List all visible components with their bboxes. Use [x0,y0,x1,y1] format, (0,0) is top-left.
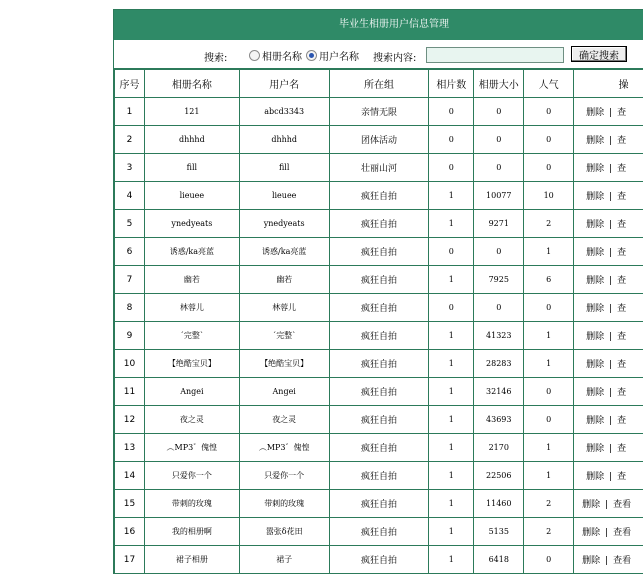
cell-operations [574,294,643,322]
delete-link[interactable]: 删除 [586,388,604,398]
table-row [115,546,643,574]
table-row [115,322,643,350]
cell-operations [574,126,643,154]
cell-photo-count: 0 [429,98,474,126]
delete-link[interactable]: 删除 [586,360,604,370]
op-separator: | [609,416,612,426]
op-separator: | [609,360,612,370]
cell-photo-count: 1 [429,434,474,462]
cell-photo-count: 1 [429,322,474,350]
table-row [115,126,643,154]
view-link[interactable]: 查 [617,332,626,342]
cell-popularity: 1 [524,350,574,378]
view-link[interactable]: 查 [617,276,626,286]
op-separator: | [609,444,612,454]
cell-operations [574,462,643,490]
cell-group: 疯狂自拍 [329,322,429,350]
cell-user-name: ˊ完整ˋ [239,322,329,350]
op-separator: | [605,556,608,566]
cell-index: 12 [115,406,145,434]
cell-album-name: 只爱你一个 [144,462,239,490]
col-header-photo-count: 相片数 [429,70,474,98]
cell-popularity: 0 [524,546,574,574]
view-link[interactable]: 查 [617,416,626,426]
cell-index: 5 [115,210,145,238]
cell-popularity: 0 [524,378,574,406]
cell-album-size: 41323 [474,322,524,350]
cell-user-name: 幽若 [239,266,329,294]
delete-link[interactable]: 删除 [586,220,604,230]
cell-album-size: 43693 [474,406,524,434]
cell-operations [574,322,643,350]
cell-user-name: 夜之灵 [239,406,329,434]
cell-album-size: 32146 [474,378,524,406]
cell-popularity: 0 [524,294,574,322]
op-separator: | [609,108,612,118]
table-row [115,238,643,266]
cell-album-name: 林蓉儿 [144,294,239,322]
cell-album-name: ︵MP3゛傀惶 [144,434,239,462]
table-row [115,182,643,210]
cell-album-size: 0 [474,154,524,182]
op-separator: | [609,472,612,482]
delete-link[interactable]: 删除 [586,108,604,118]
search-bar [114,40,643,69]
cell-index: 13 [115,434,145,462]
delete-link[interactable]: 删除 [582,556,600,566]
cell-album-size: 22506 [474,462,524,490]
view-link[interactable]: 查 [617,108,626,118]
table-header-row [115,70,643,98]
cell-user-name: 裙子 [239,546,329,574]
op-separator: | [609,220,612,230]
cell-user-name: dhhhd [239,126,329,154]
view-link[interactable]: 查 [617,472,626,482]
cell-album-name: dhhhd [144,126,239,154]
cell-group: 疯狂自拍 [329,266,429,294]
user-table [114,69,643,574]
op-separator: | [609,332,612,342]
cell-operations [574,518,643,546]
cell-popularity: 0 [524,154,574,182]
delete-link[interactable]: 删除 [586,164,604,174]
view-link[interactable]: 查 [617,388,626,398]
cell-operations [574,546,643,574]
cell-group: 疯狂自拍 [329,462,429,490]
cell-operations [574,182,643,210]
op-separator: | [605,500,608,510]
cell-album-size: 0 [474,238,524,266]
cell-group: 疯狂自拍 [329,350,429,378]
delete-link[interactable]: 删除 [582,528,600,538]
cell-operations [574,98,643,126]
cell-photo-count: 1 [429,490,474,518]
col-header-popularity: 人气 [524,70,574,98]
view-link[interactable]: 查 [617,220,626,230]
cell-group: 疯狂自拍 [329,378,429,406]
cell-operations [574,490,643,518]
radio-user-name[interactable] [306,50,317,61]
cell-popularity: 1 [524,434,574,462]
table-row [115,154,643,182]
delete-link[interactable]: 删除 [586,444,604,454]
cell-album-size: 10077 [474,182,524,210]
cell-album-size: 0 [474,294,524,322]
cell-popularity: 1 [524,462,574,490]
cell-photo-count: 0 [429,154,474,182]
search-content-label: 搜索内容: [373,49,416,64]
cell-index: 10 [115,350,145,378]
view-link[interactable]: 查 [617,360,626,370]
cell-popularity: 6 [524,266,574,294]
cell-album-size: 2170 [474,434,524,462]
cell-index: 8 [115,294,145,322]
search-type-group [249,48,363,63]
view-link[interactable]: 查 [617,136,626,146]
cell-group: 疯狂自拍 [329,294,429,322]
view-link[interactable]: 查看 [613,556,631,566]
cell-album-name: lieuee [144,182,239,210]
delete-link[interactable]: 删除 [586,136,604,146]
cell-photo-count: 1 [429,406,474,434]
col-header-operations: 操 [574,70,643,98]
cell-popularity: 1 [524,238,574,266]
cell-album-name: 裙子相册 [144,546,239,574]
cell-operations [574,378,643,406]
cell-popularity: 1 [524,322,574,350]
cell-album-size: 0 [474,98,524,126]
cell-user-name: 嚣张δ花田 [239,518,329,546]
cell-index: 16 [115,518,145,546]
cell-album-name: 夜之灵 [144,406,239,434]
op-separator: | [609,136,612,146]
cell-album-size: 6418 [474,546,524,574]
cell-group: 疯狂自拍 [329,238,429,266]
cell-user-name: fill [239,154,329,182]
cell-popularity: 2 [524,518,574,546]
page-title: 毕业生相册用户信息管理 [114,9,643,40]
cell-index: 6 [115,238,145,266]
cell-popularity: 2 [524,490,574,518]
cell-photo-count: 1 [429,378,474,406]
cell-popularity: 0 [524,406,574,434]
cell-photo-count: 1 [429,546,474,574]
view-link[interactable]: 查 [617,304,626,314]
cell-user-name: 诱惑/ka亮蓝 [239,238,329,266]
cell-user-name: abcd3343 [239,98,329,126]
delete-link[interactable]: 删除 [586,304,604,314]
cell-index: 11 [115,378,145,406]
table-row [115,98,643,126]
table-row [115,350,643,378]
search-button[interactable]: 确定搜索 [571,46,627,62]
cell-photo-count: 1 [429,350,474,378]
cell-album-name: ˊ完整ˋ [144,322,239,350]
col-header-album-name: 相册名称 [144,70,239,98]
cell-album-name: Angei [144,378,239,406]
delete-link[interactable]: 删除 [586,248,604,258]
cell-index: 15 [115,490,145,518]
cell-index: 1 [115,98,145,126]
cell-index: 14 [115,462,145,490]
cell-user-name: 只爱你一个 [239,462,329,490]
cell-index: 7 [115,266,145,294]
delete-link[interactable]: 删除 [586,192,604,202]
table-row [115,378,643,406]
cell-user-name: 【绝酷宝贝】 [239,350,329,378]
table-row [115,294,643,322]
cell-photo-count: 0 [429,238,474,266]
cell-photo-count: 1 [429,462,474,490]
cell-album-name: 121 [144,98,239,126]
cell-photo-count: 1 [429,182,474,210]
op-separator: | [609,248,612,258]
search-input[interactable] [426,47,564,63]
table-row [115,462,643,490]
cell-user-name: ynedyeats [239,210,329,238]
view-link[interactable]: 查 [617,192,626,202]
cell-popularity: 10 [524,182,574,210]
cell-album-size: 5135 [474,518,524,546]
radio-album-name[interactable] [249,50,260,61]
cell-album-size: 7925 [474,266,524,294]
table-row [115,210,643,238]
view-link[interactable]: 查 [617,164,626,174]
radio-user-name-label[interactable]: 用户名称 [319,48,359,63]
cell-group: 疯狂自拍 [329,406,429,434]
cell-album-size: 28283 [474,350,524,378]
table-row [115,490,643,518]
admin-panel [113,9,643,574]
cell-photo-count: 0 [429,294,474,322]
cell-group: 疯狂自拍 [329,546,429,574]
view-link[interactable]: 查 [617,248,626,258]
cell-index: 4 [115,182,145,210]
cell-operations [574,406,643,434]
cell-index: 2 [115,126,145,154]
cell-album-name: ynedyeats [144,210,239,238]
cell-index: 9 [115,322,145,350]
cell-popularity: 0 [524,126,574,154]
op-separator: | [609,388,612,398]
delete-link[interactable]: 删除 [586,472,604,482]
cell-photo-count: 0 [429,126,474,154]
cell-group: 亲情无限 [329,98,429,126]
cell-user-name: ︵MP3゛傀惶 [239,434,329,462]
col-header-group: 所在组 [329,70,429,98]
table-row [115,406,643,434]
cell-album-size: 9271 [474,210,524,238]
cell-group: 疯狂自拍 [329,210,429,238]
cell-index: 17 [115,546,145,574]
delete-link[interactable]: 删除 [586,416,604,426]
cell-group: 疯狂自拍 [329,490,429,518]
search-label: 搜索: [204,49,227,64]
cell-operations [574,154,643,182]
table-row [115,518,643,546]
op-separator: | [609,192,612,202]
cell-group: 疯狂自拍 [329,518,429,546]
cell-user-name: 带刺的玫瑰 [239,490,329,518]
cell-photo-count: 1 [429,266,474,294]
cell-operations [574,434,643,462]
cell-album-name: 带刺的玫瑰 [144,490,239,518]
cell-photo-count: 1 [429,210,474,238]
op-separator: | [609,164,612,174]
cell-operations [574,210,643,238]
table-row [115,266,643,294]
cell-operations [574,350,643,378]
cell-user-name: lieuee [239,182,329,210]
cell-album-size: 11460 [474,490,524,518]
view-link[interactable]: 查看 [613,528,631,538]
cell-album-name: fill [144,154,239,182]
cell-popularity: 0 [524,98,574,126]
cell-index: 3 [115,154,145,182]
radio-album-name-label[interactable]: 相册名称 [262,48,302,63]
cell-user-name: Angei [239,378,329,406]
op-separator: | [609,276,612,286]
cell-user-name: 林蓉儿 [239,294,329,322]
delete-link[interactable]: 删除 [586,276,604,286]
cell-album-name: 【绝酷宝贝】 [144,350,239,378]
col-header-user-name: 用户名 [239,70,329,98]
view-link[interactable]: 查 [617,444,626,454]
cell-group: 疯狂自拍 [329,434,429,462]
cell-album-name: 幽若 [144,266,239,294]
cell-album-name: 我的相册啊 [144,518,239,546]
col-header-index: 序号 [115,70,145,98]
op-separator: | [605,528,608,538]
cell-album-name: 诱惑/ka亮蓝 [144,238,239,266]
cell-photo-count: 1 [429,518,474,546]
view-link[interactable]: 查看 [613,500,631,510]
op-separator: | [609,304,612,314]
col-header-album-size: 相册大小 [474,70,524,98]
table-row [115,434,643,462]
cell-popularity: 2 [524,210,574,238]
cell-operations [574,238,643,266]
delete-link[interactable]: 删除 [582,500,600,510]
cell-operations [574,266,643,294]
cell-group: 团体活动 [329,126,429,154]
cell-group: 疯狂自拍 [329,182,429,210]
cell-group: 壮丽山河 [329,154,429,182]
delete-link[interactable]: 删除 [586,332,604,342]
cell-album-size: 0 [474,126,524,154]
